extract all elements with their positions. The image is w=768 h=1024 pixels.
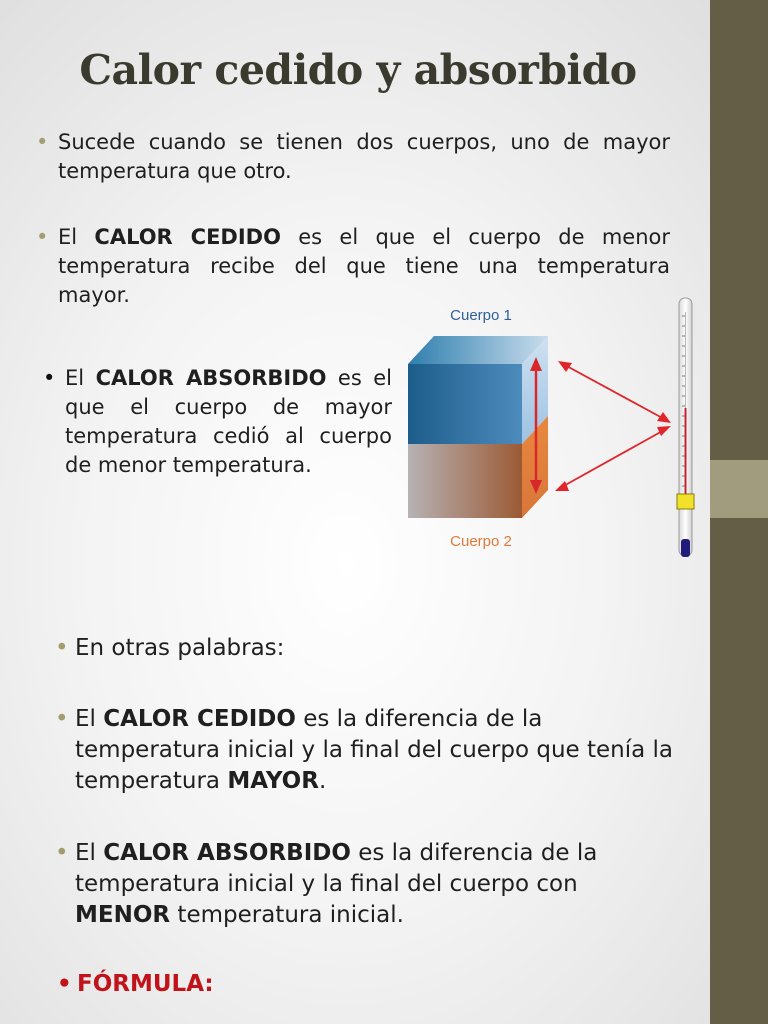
pointer-arrow-top [563, 364, 666, 420]
sidebar-accent [710, 460, 768, 518]
bullet-marker: • [36, 225, 49, 249]
lower-bullet-2-post: . [318, 768, 327, 794]
bullet-marker: • [43, 366, 56, 390]
bullet-marker: • [55, 706, 69, 732]
lower-bullet-3-post: temperatura inicial. [170, 902, 404, 928]
bullet-3-post: es el que el cuerpo de mayor temperatura cedió al cuerpo de menor temperatura. [65, 366, 393, 477]
bullet-marker: • [57, 971, 72, 997]
bullet-2-bold: CALOR CEDIDO [94, 225, 281, 249]
formula-heading: FÓRMULA: [77, 971, 214, 997]
figure-label-top: Cuerpo 1 [450, 307, 512, 324]
lower-bullet-2-pre: El [75, 706, 104, 732]
lower-bullet-3 [55, 838, 675, 931]
bullet-2-pre: El [58, 225, 95, 249]
bullet-3 [43, 364, 393, 480]
lower-bullet-3-pre: El [75, 840, 104, 866]
bullet-marker: • [55, 635, 69, 661]
bullet-marker: • [55, 840, 69, 866]
arrowhead-bottom-a [555, 481, 569, 491]
heat-transfer-figure [398, 296, 710, 566]
thermometer-icon [677, 298, 694, 557]
lower-bullet-3-mid: es la diferencia de la temperatura inicial y la final del cuerpo con [75, 840, 598, 897]
bullet-1-text: Sucede cuando se tienen dos cuerpos, uno de mayor temperatura que otro. [58, 130, 670, 183]
pointer-arrow-bottom [560, 429, 666, 488]
bullet-2-post: es el que el cuerpo de menor temperatura recibe del que tiene una temperatura mayor. [58, 225, 670, 307]
formula-bullet [57, 969, 677, 1000]
lower-bullet-2 [55, 704, 675, 797]
bullet-1 [36, 128, 670, 186]
cube-front-brown [408, 444, 522, 518]
bullet-marker: • [36, 130, 49, 154]
bullet-3-pre: El [65, 366, 96, 390]
lower-bullet-2-mid: es la diferencia de la temperatura inicial y la final del cuerpo que tenía la temperatura [75, 706, 674, 794]
bullet-3-bold: CALOR ABSORBIDO [95, 366, 327, 390]
lower-bullet-2-bold: CALOR CEDIDO [103, 706, 296, 732]
lower-bullet-1 [55, 633, 675, 664]
arrowhead-top-a [558, 361, 572, 372]
cube-front-blue [408, 364, 522, 444]
arrowhead-top-b [657, 412, 671, 423]
slide-title: Calor cedido y absorbido [79, 46, 637, 94]
figure-label-bottom: Cuerpo 2 [450, 533, 512, 550]
lower-bullet-3-bold2: MENOR [75, 902, 171, 928]
lower-bullet-1-text: En otras palabras: [75, 635, 285, 661]
lower-bullet-2-bold2: MAYOR [227, 768, 319, 794]
lower-bullet-3-bold: CALOR ABSORBIDO [103, 840, 351, 866]
arrowhead-bottom-b [657, 426, 671, 436]
